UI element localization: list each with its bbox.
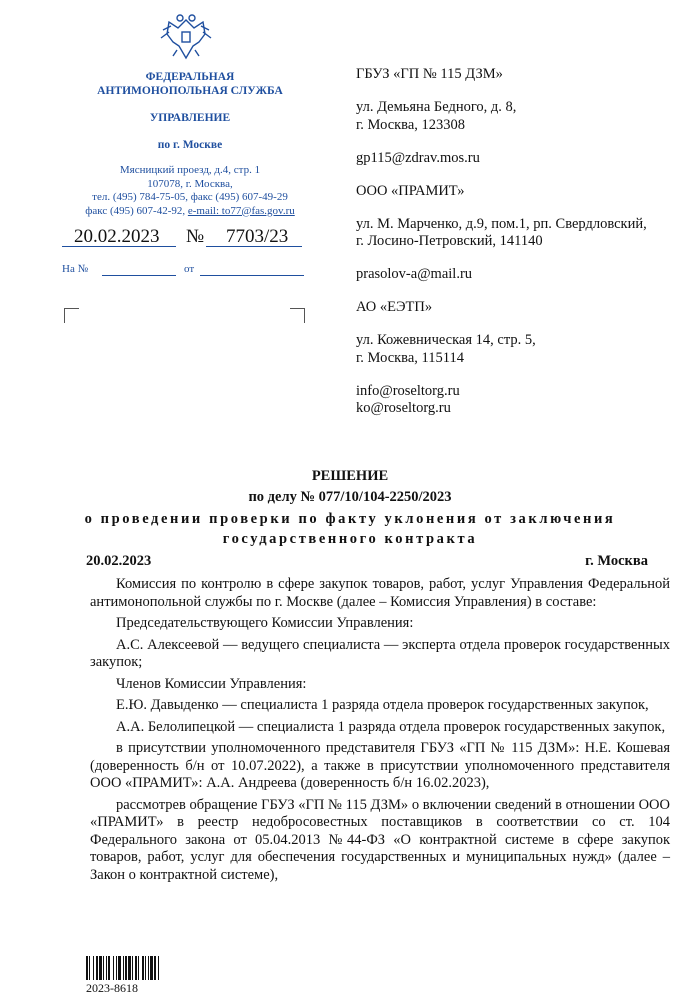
reg-date: 20.02.2023	[74, 226, 160, 247]
agency-address-line2: 107078, г. Москва,	[147, 177, 233, 190]
agency-name-line1: ФЕДЕРАЛЬНАЯ	[145, 71, 235, 83]
barcode-number: 2023-8618	[86, 981, 138, 995]
recipient-2-address-line1: ул. М. Марченко, д.9, пом.1, рп. Свердловский,	[356, 215, 647, 232]
reg-date-line	[62, 246, 176, 247]
from-label: от	[184, 263, 195, 275]
recipient-2-address-line2: г. Лосино-Петровский, 141140	[356, 233, 543, 249]
body-paragraph-member-1: Е.Ю. Давыденко — специалиста 1 разряда отдела проверок государственных закупок,	[116, 697, 649, 713]
recipient-3-name: АО «ЕЭТП»	[356, 299, 433, 315]
recipients-block	[356, 66, 686, 418]
body-paragraph-presence: в присутствии уполномоченного представителя ГБУЗ «ГП № 115 ДЗМ»: Н.Е. Кошевая (доверенность б/н от 10.07.2022), а также в присутствии уполномоченного представителя ООО «ПРАМИТ»: А.А. Андреева (доверенность б/н 16.02.2023),	[90, 740, 670, 791]
body-paragraph-commission: Комиссия по контролю в сфере закупок товаров, работ, услуг Управления Федеральной антимонопольной службы по г. Москве (далее – Комиссия Управления) в составе:	[90, 576, 670, 610]
recipient-1-email: gp115@zdrav.mos.ru	[356, 149, 480, 166]
agency-email-link[interactable]: e-mail: to77@fas.gov.ru	[187, 204, 295, 217]
address-corner-right	[290, 308, 305, 323]
recipient-2-name: ООО «ПРАМИТ»	[356, 182, 465, 199]
body-paragraph-considered: рассмотрев обращение ГБУЗ «ГП № 115 ДЗМ» о включении сведений в отношении ООО «ПРАМИТ» в реестр недобросовестных поставщиков в соответствии со ст. 104 Федерального закона от 05.04.2013 №44-ФЗ «О контрактной системе в сфере закупок товаров, работ, услуг для обеспечения государственных и муниципальных нужд» (далее – Закон о контрактной системе),	[90, 796, 670, 883]
recipient-1-address-line2: г. Москва, 123308	[356, 116, 466, 133]
agency-fax-line	[60, 205, 320, 219]
body-paragraph-chair: А.С. Алексеевой — ведущего специалиста — эксперта отдела проверок государственных закупок;	[90, 636, 670, 670]
ref-number-line	[102, 275, 176, 276]
recipient-3-email-1: info@roseltorg.ru	[356, 382, 460, 399]
address-corner-left	[64, 308, 79, 323]
decision-body	[90, 576, 670, 888]
reg-number-line	[206, 246, 302, 247]
reg-number: 7703/23	[226, 226, 289, 247]
body-paragraph-members-heading: Членов Комиссии Управления:	[116, 675, 307, 692]
decision-date: 20.02.2023	[86, 553, 152, 569]
ref-date-line	[200, 275, 304, 276]
decision-city: г. Москва	[585, 553, 648, 569]
agency-department: УПРАВЛЕНИЕ	[149, 112, 231, 124]
coat-of-arms-icon	[157, 8, 215, 66]
agency-fax: факс (495) 607-42-92,	[85, 204, 186, 217]
agency-name-line2: АНТИМОНОПОЛЬНАЯ СЛУЖБА	[97, 85, 283, 97]
recipient-1-name: ГБУЗ «ГП № 115 ДЗМ»	[356, 66, 503, 82]
ref-label: На №	[62, 263, 89, 275]
body-paragraph-chair-heading: Председательствующего Комиссии Управления:	[116, 615, 414, 631]
body-paragraph-member-2: А.А. Белолипецкой — специалиста 1 разряда отдела проверок государственных закупок,	[116, 718, 666, 735]
agency-contacts	[60, 164, 320, 218]
decision-subject-line2: государственного контракта	[222, 531, 478, 547]
recipient-2-email: prasolov-a@mail.ru	[356, 266, 473, 282]
agency-city: по г. Москве	[157, 139, 223, 151]
recipient-3-address-line1: ул. Кожевническая 14, стр. 5,	[356, 332, 536, 348]
recipient-3-email-2: ko@roseltorg.ru	[356, 400, 451, 416]
barcode-icon	[86, 956, 179, 980]
agency-address-line1: Мясницкий проезд, д.4, стр. 1	[119, 164, 261, 176]
recipient-3-address-line2: г. Москва, 115114	[356, 349, 464, 366]
decision-case-number: по делу № 077/10/104-2250/2023	[248, 489, 452, 505]
agency-phone: тел. (495) 784-75-05, факс (495) 607-49-29	[92, 191, 288, 203]
decision-subject-line1: о проведении проверки по факту уклонения от заключения	[84, 511, 616, 527]
decision-title: РЕШЕНИЕ	[311, 468, 389, 484]
recipient-1-address-line1: ул. Демьяна Бедного, д. 8,	[356, 99, 517, 115]
reg-no-label: №	[186, 226, 205, 247]
